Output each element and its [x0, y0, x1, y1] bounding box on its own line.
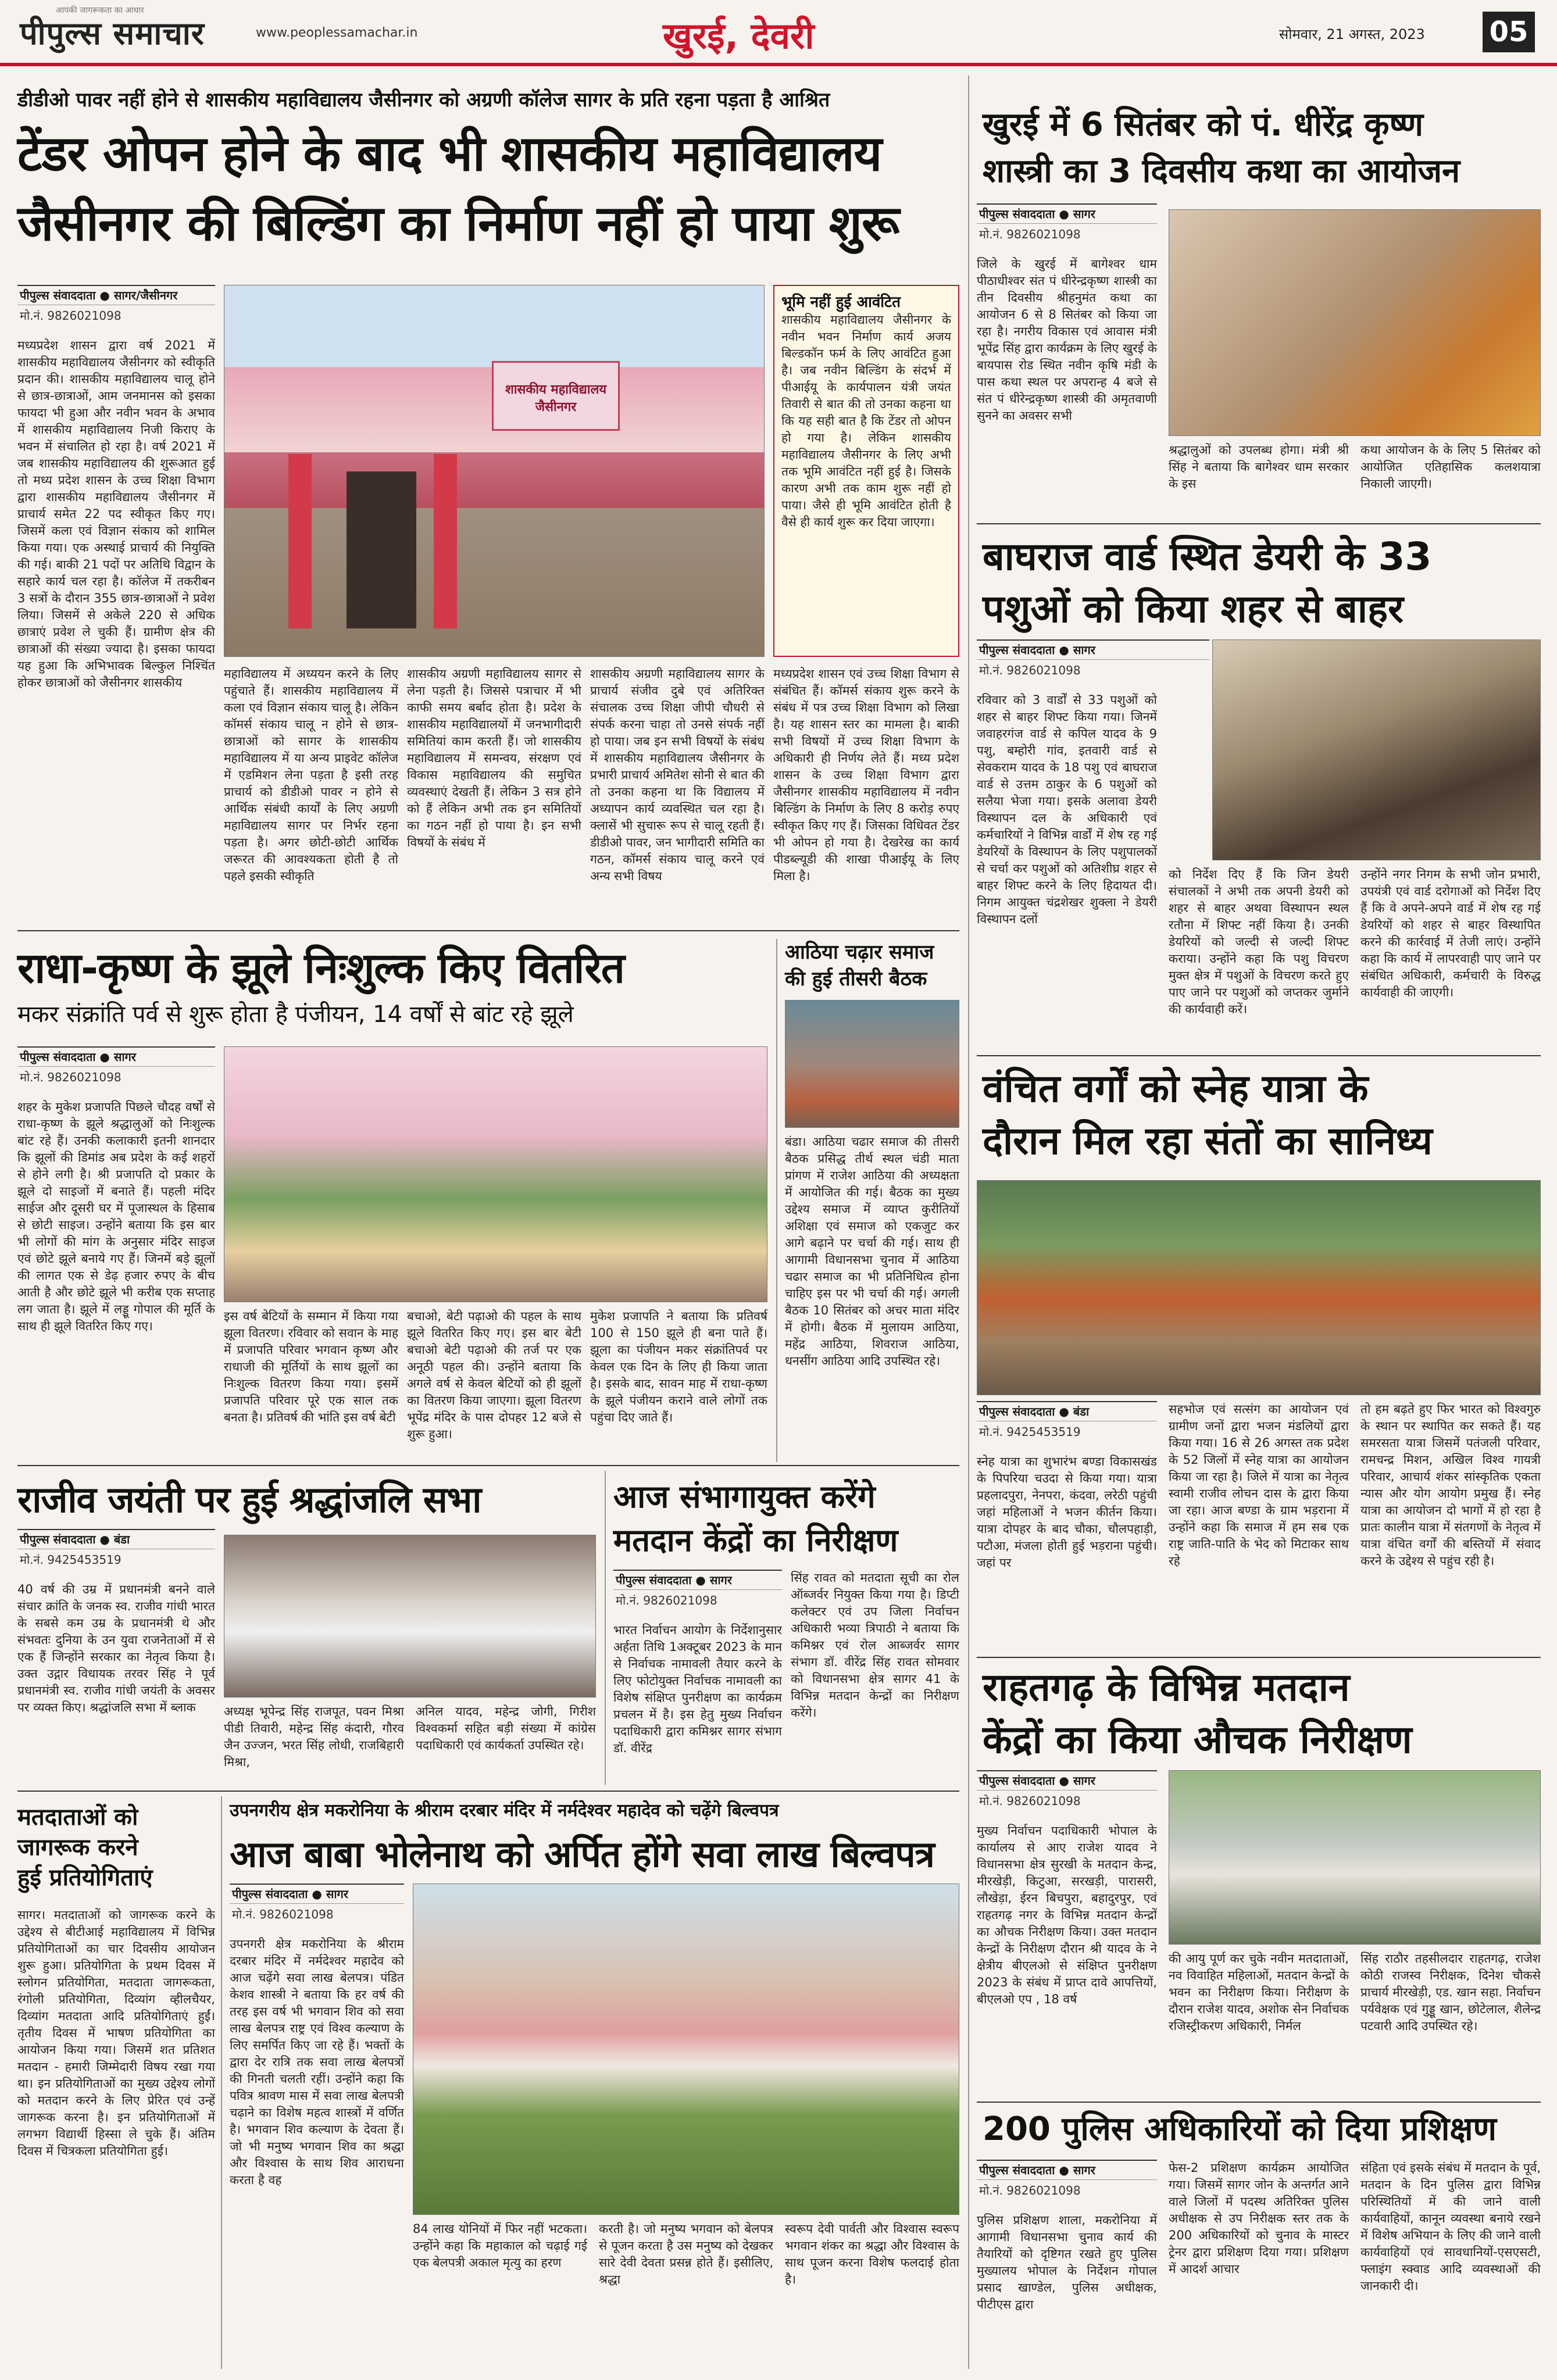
sneh-headline-2: दौरान मिल रहा संतों का सानिध्य — [983, 1118, 1433, 1163]
lead-sidebar-text: शासकीय महाविद्यालय जैसीनगर के नवीन भवन निर्माण कार्य अजय बिल्डकॉन फर्म के लिए आवंटित हुआ है। जब नवीन बिल्डिंग के संदर्भ में पीआईयू के कार्यपालन यंत्री जयंत तिवारी से बात की तो उनका कहना था कि यह सही बात है कि टेंडर तो ओपन हो गया है। लेकिन शासकीय महाविद्यालय जैसीनगर के लिए अभी तक भूमि आवंटित नहीं हुई है। जिसके कारण अभी तक काम शुरू नहीं हो पाया। जैसे ही भूमि आवंटित होती है वैसे ही कार्य शुरू कर दिया जाएगा। — [781, 313, 951, 529]
bilvapatra-col-3: करती है। जो मनुष्य भगवान को बेलपत्र से पूजन करता है उस मनुष्य को देखकर सारे देवी देवता प्रसन्न होते हैं। इसीलिए, श्रद्धा — [599, 2222, 773, 2286]
rahatgarh-bottom-rule — [977, 2102, 1541, 2103]
dhirendra-mobile: मो.नं. 9826021098 — [979, 227, 1081, 241]
matdata-headline-3: हुई प्रतियोगिताएं — [17, 1864, 153, 1891]
rahatgarh-byline: पीपुल्स संवाददाता ● सागर — [977, 1770, 1157, 1791]
dhirendra-bottom-rule — [977, 523, 1541, 524]
bilvapatra-col-2: 84 लाख योनियों में फिर नहीं भटकता। उन्होंने कहा कि महाकाल को चढ़ाई गई एक बेलपत्री अकाल मृत्यु का हरण — [413, 2222, 587, 2270]
bilvapatra-col-4: स्वरूप देवी पार्वती और विश्वास स्वरूप भगवान शंकर का श्रद्धा और विश्वास के साथ पूजन करना विशेष फलदाई होता है। — [785, 2222, 959, 2286]
lead-headline-2: जैसीनगर की बिल्डिंग का निर्माण नहीं हो पाया शुरू — [17, 195, 899, 252]
page-number: 05 — [1483, 12, 1535, 52]
jhoole-subhead: मकर संक्रांति पर्व से शुरू होता है पंजीयन, 14 वर्षों से बांट रहे झूले — [17, 1001, 574, 1028]
dhirendra-col-1: जिले के खुरई में बागेश्वर धाम पीठाधीश्वर संत पं धीरेन्द्रकृष्ण शास्त्री का तीन दिवसीय श्रीहनुमंत कथा का आयोजन 6 से 8 सितंबर को किया जा रहा है। नगरीय विकास एवं आवास मंत्री भूपेंद्र सिंह द्वारा कार्यक्रम के लिए खुरई के बायपास रोड स्थित नवीन कृषि मंडी के पास कथा स्थल पर अपरान्ह 4 बजे से संत पं धीरेन्द्रकृष्ण शास्त्री की अमृतवाणी सुनने का अवसर सभी — [977, 257, 1157, 423]
dairy-photo — [1212, 639, 1541, 860]
matdata-headline-1: मतदाताओं को — [17, 1804, 138, 1831]
jhoole-col-4: मुकेश प्रजापति ने बताया कि प्रतिवर्ष 100 से 150 झूले ही बना पाते हैं। झूला का पंजीयन मकर संक्रांतिपर्व पर केवल एक दिन के लिए ही किया जाता है। इसके बाद, सावन माह में राधा-कृष्ण के झूले पंजीयन कराने वाले लोगों तक पहुंचा दिए जाते हैं। — [590, 1309, 767, 1424]
rahatgarh-col-3: सिंह राठौर तहसीलदार राहतगढ़, राजेश कोठी राजस्व निरीक्षक, दिनेश चौकसे प्राचार्य मीरखेड़ी, एड. खान सहा. निर्वाचन पर्यवेक्षक एवं गुड्डू खान, छोटेलाल, शैलेन्द्र पटवारी आदि उपस्थित रहे। — [1360, 1952, 1541, 2033]
jhoole-col-3: बचाओ, बेटी पढ़ाओ की पहल के साथ झूले वितरित किए गए। इस बार बेटी बचाओ बेटी पढ़ाओ की तर्ज पर एक अनूठी पहल की। उन्होंने बताया कि अगले वर्ष से केवल बेटियों को ही झूलों का वितरण किया जाएगा। झूला वितरण भूपेंद्र मंदिर के पास दोपहर 12 बजे से शुरू हुआ। — [407, 1309, 581, 1441]
rajiv-mobile: मो.नं. 9425453519 — [20, 1553, 122, 1567]
bilvapatra-headline: आज बाबा भोलेनाथ को अर्पित होंगे सवा लाख बिल्वपत्र — [230, 1833, 934, 1875]
dairy-col-2: को निर्देश दिए हैं कि जिन डेयरी संचालकों ने अभी तक अपनी डेयरी को शहर से बाहर अथवा विस्थापन स्थल रतौना में शिफ्ट नहीं किया है। उनकी डेयरियों को जल्दी से जल्दी शिफ्ट कराया। उन्होंने कहा कि पशु विचरण मुक्त क्षेत्र में पशुओं के विचरण करते हुए पाए जाने पर पशुओं को जप्तकर जुर्माने की कार्यवाही करें। — [1169, 867, 1349, 1016]
masthead-rule — [0, 63, 1557, 66]
masthead — [0, 0, 1557, 64]
main-column-rule — [968, 76, 969, 2369]
sneh-col-1: स्नेह यात्रा का शुभारंभ बण्डा विकासखंड के पिपरिया चउदा से किया गया। यात्रा प्रहलादपुरा, नेनपरा, कंदवा, लरेठी पहुंची जहां महिलाओं ने भजन कीर्तन किया। यात्रा दोपहर के बाद चौका, चौलपहाड़ी, पटौआ, मंजला होती हुई भड़राना पहुंची। जहां पर — [977, 1455, 1157, 1570]
matdata-text: सागर। मतदाताओं को जागरूक करने के उद्देश्य से बीटीआई महाविद्यालय में विभिन्न प्रतियोगिताओं का चार दिवसीय आयोजन शुरू हुआ। प्रतियोगिता के प्रथम दिवस में स्लोगन प्रतियोगिता, मतदाता जागरूकता, रंगोली प्रतियोगिता, दिव्यांग व्हीलचैयर, दिव्यांग मतदाता आदि प्रतियोगिताएं हुईं। तृतीय दिवस में भाषण प्रतियोगिता का आयोजन किया गया। जिसमें शत प्रतिशत मतदान - हमारी जिम्मेदारी विषय रखा गया था। इन प्रतियोगिताओं का मुख्य उद्देश्य लोगों को मतदान करने के लिए प्रेरित एवं उन्हें जागरूक करना है। इन प्रतियोगिताओं में लगभग विद्यार्थी हिस्सा ले चुके हैं। अंतिम दिवस में चित्रकला प्रतियोगिता हुई। — [17, 1908, 215, 2158]
lead-photo-pillar-right — [434, 454, 457, 628]
section-title: खुरई, देवरी — [663, 15, 815, 57]
lead-col-2: महाविद्यालय में अध्ययन करने के लिए पहुंचाते हैं। शासकीय महाविद्यालय में कला एवं विज्ञान संकाय चालू है। लेकिन कॉमर्स संकाय चालू न होने से छात्र-छात्राओं को सागर के शासकीय महाविद्यालय में या अन्य प्राइवेट कॉलेज में एडमिशन लेना पड़ता है इसी तरह प्राचार्य को डीडीओ पावर न होने से आर्थिक संबंधी कार्यों के लिए अग्रणी महाविद्यालय सागर पर निर्भर रहना पड़ता है। अगर छोटी-छोटी आर्थिक जरूरत की आवश्यकता होती है तो पहले इसकी स्वीकृति — [224, 667, 398, 883]
lead-photo-door — [347, 471, 416, 628]
lower-rule — [17, 1791, 959, 1792]
rahatgarh-headline-2: केंद्रों का किया औचक निरीक्षण — [983, 1717, 1412, 1762]
police-headline: 200 पुलिस अधिकारियों को दिया प्रशिक्षण — [983, 2110, 1497, 2148]
mid-rule — [17, 1465, 959, 1466]
sambhag-left-rule — [605, 1471, 606, 1785]
rahatgarh-col-1: मुख्य निर्वाचन पदाधिकारी भोपाल के कार्यालय से आए राजेश यादव ने विधानसभा क्षेत्र सुरखी के मतदान केन्द्र, मीरखेड़ी, किटुआ, सरखड़ी, पारासरी, लौखेड़ा, ईरन बिचपुरा, बहादुरपुर, एवं राहतगढ़ नगर के विभिन्न मतदान केन्द्रों का औचक निरीक्षण किया। उक्त मतदान केन्द्रों के निरीक्षण दौरान श्री यादव के ने क्षेत्रीय बीएलओ से संक्षिप्त पुनरीक्षण 2023 के संबंध में प्राप्त दावे आपत्तियों, बीएलओ एप , 18 वर्ष — [977, 1824, 1157, 2006]
sambhag-col-1: भारत निर्वाचन आयोग के निर्देशानुसार अर्हता तिथि 1अक्टूबर 2023 के मान से निर्वाचक नामावली तैयार करने के लिए फोटोयुक्त निर्वाचक नामावली का विशेष संक्षिप्त पुनरीक्षण का कार्यक्रम प्रचलन में है। इस हेतु मुख्य निर्वाचन पदाधिकारी द्वारा कमिश्नर सागर संभाग डॉ. वीरेंद्र — [613, 1623, 782, 1755]
dhirendra-headline-1: खुरई में 6 सितंबर को पं. धीरेंद्र कृष्ण — [983, 106, 1423, 144]
sneh-col-3: तो हम बढ़ते हुए फिर भारत को विश्वगुरु के स्थान पर स्थापित कर सकते हैं। यह समरसता यात्रा जिसमें पतंजली परिवार, रामचन्द्र मिशन, अखिल विश्व गायत्री परिवार, आचार्य शंकर सांस्कृतिक एकता न्यास और योग आयोग प्रमुख हैं। स्नेह यात्रा का आयोजन दो भागों में हो रहा है प्रातः कालीन यात्रा में संतगणों के नेतृत्व में यात्रा वंचित वर्गों की बस्तियों में संवाद करने के उद्देश्य से पहुंच रही है। — [1360, 1402, 1541, 1568]
lead-bottom-rule — [17, 930, 959, 931]
sneh-col-2: सहभोज एवं सत्संग का आयोजन एवं ग्रामीण जनों द्वारा भजन मंडलियों द्वारा किया गया। 16 से 26 अगस्त तक प्रदेश के 52 जिलों में स्नेह यात्रा का आयोजन किया जा रहा है। जिले में यात्रा का नेतृत्व स्वामी राजीव लोचन दास के द्वारा किया जा रहा। आज बण्डा के ग्राम भड़राना में उन्होंने कहा कि समाज में हम सब एक राष्ट्र जाति-पाति के भेद को मिटाकर साथ रहे — [1169, 1402, 1349, 1568]
dhirendra-photo — [1169, 209, 1541, 436]
matdata-right-rule — [221, 1796, 222, 2369]
sambhag-headline-2: मतदान केंद्रों का निरीक्षण — [613, 1522, 898, 1559]
bilvapatra-kicker: उपनगरीय क्षेत्र मकरोनिया के श्रीराम दरबार मंदिर में नर्मदेश्वर महादेव को चढ़ेंगे बिल्वपत्र — [230, 1800, 779, 1821]
dairy-headline-2: पशुओं को किया शहर से बाहर — [983, 587, 1404, 631]
lead-kicker: डीडीओ पावर नहीं होने से शासकीय महाविद्यालय जैसीनगर को अग्रणी कॉलेज सागर के प्रति रहना पड़ता है आश्रित — [17, 88, 830, 112]
lead-col-4: शासकीय अग्रणी महाविद्यालय सागर के प्राचार्य संजीव दुबे एवं अतिरिक्त संचालक उच्च शिक्षा जीपी चौधरी से संपर्क करना चाहा तो उनसे संपर्क नहीं हो पाया। जब इन सभी विषयों के संबंध में शासकीय महाविद्यालय जैसीनगर के प्रभारी प्राचार्य अमितेश सोनी से बात की तो उनका कहना था कि विद्यालय में अध्यापन कार्य व्यवस्थित चल रहा है। क्लासें भी सुचारू रूप से चालू रहती हैं। डीडीओ पावर, जन भागीदारी समिति का गठन, कॉमर्स संकाय चालू करने एवं अन्य सभी विषय — [590, 667, 765, 883]
dhirendra-col-3: कथा आयोजन के के लिए 5 सितंबर को आयोजित एतिहासिक कलशयात्रा निकाली जाएगी। — [1360, 443, 1541, 491]
athiya-headline: आठिया चढ़ार समाज की हुई तीसरी बैठक — [785, 941, 934, 991]
dairy-col-1: रविवार को 3 वार्डों से 33 पशुओं को शहर से बाहर शिफ्ट किया गया। जिनमें जवाहरगंज वार्ड से कपिल यादव के 9 पशु, बम्होरी गांव, इतवारी वार्ड से सेवकराम यादव के 18 पशु एवं बाघराज वार्ड से उत्तम ठाकुर के 6 पशुओं को सलैया भेजा गया। इसके अलावा डेयरी विस्थापन दल के अधिकारी एवं कर्मचारियों ने विभिन्न वार्डों में शेष रह गई डेयरियों के विस्थापन के लिए पशुपालकों से चर्चा कर पशुओं को अतिशीघ्र शहर से बाहर शिफ्ट करने के लिए हिदायत दी। निगम आयुक्त चंद्रशेखर शुक्ला ने डेयरी विस्थापन दलों — [977, 693, 1157, 926]
bilvapatra-col-1: उपनगरी क्षेत्र मकरोनिया के श्रीराम दरबार मंदिर में नर्मदेश्वर महादेव को आज चढ़ेंगे सवा लाख बेलपत्र। पंडित केशव शास्त्री ने बताया कि हर वर्ष की तरह इस वर्ष भी भगवान शिव को सवा लाख बेलपत्र राष्ट्र एवं विश्व कल्याण के लिए समर्पित किए जा रहे हैं। भक्तों के द्वारा देर रात्रि तक सवा लाख बेलपत्रों की गिनती चलती रहीं। उन्होंने कहा कि पवित्र श्रावण मास में सवा लाख बेलपत्री चढ़ाने का विशेष महत्व शास्त्रों में वर्णित है। भगवान शिव कल्याण के देवता हैं। जो भी मनुष्य भगवान शिव का श्रद्धा और विश्वास के साथ शिव आराधना करता है वह — [230, 1937, 404, 2187]
rahatgarh-photo — [1169, 1770, 1541, 1945]
sneh-photo — [977, 1180, 1541, 1395]
sneh-bottom-rule — [977, 1657, 1541, 1658]
police-col-2: फेस-2 प्रशिक्षण कार्यक्रम आयोजित गया। जिसमें सागर जोन के अन्तर्गत आने वाले जिलों में पदस्थ अतिरिक्त पुलिस अधीक्षक से उप निरीक्षक स्तर तक के 200 अधिकारियों को चुनाव के मास्टर ट्रेनर द्वारा प्रशिक्षण दिया गया। प्रशिक्षण में आदर्श आचार — [1169, 2161, 1349, 2276]
lead-headline-1: टेंडर ओपन होने के बाद भी शासकीय महाविद्यालय — [17, 125, 882, 182]
jhoole-col-2: इस वर्ष बेटियों के सम्मान में किया गया झूला वितरण। रविवार को सवान के माह में प्रजापति परिवार भगवान कृष्ण और राधाजी की मूर्तियों के साथ झूलों का निःशुल्क वितरण किया गया। इसमें प्रजापति परिवार पूरे एक साल तक बनता है। प्रतिवर्ष की भांति इस वर्ष बेटी — [224, 1309, 398, 1424]
lead-photo — [224, 285, 765, 657]
rajiv-headline: राजीव जयंती पर हुई श्रद्धांजलि सभा — [17, 1478, 481, 1521]
sneh-headline-1: वंचित वर्गों को स्नेह यात्रा के — [983, 1066, 1369, 1111]
lead-col-5: मध्यप्रदेश शासन एवं उच्च शिक्षा विभाग से संबंधित हैं। कॉमर्स संकाय शुरू करने के संबंध में पत्र उच्च शिक्षा विभाग को लिखा है। यह शासन स्तर का मामला है। बाकी सभी विषयों में उच्च शिक्षा विभाग के अधिकारी ही निर्णय लेते हैं। मध्य प्रदेश शासन के उच्च शिक्षा विभाग द्वारा जैसीनगर शासकीय महाविद्यालय में नवीन बिल्डिंग के निर्माण के लिए 8 करोड़ रुपए स्वीकृत किए गए हैं। जिसका विधिवत टेंडर भी ओपन हो गया है। देखरेख का कार्य पीडब्ल्यूडी की शाखा पीआईयू के लिए मिला है। — [773, 667, 959, 883]
rajiv-byline: पीपुल्स संवाददाता ● बंडा — [17, 1529, 215, 1549]
police-col-1: पुलिस प्रशिक्षण शाला, मकरोनिया में आगामी विधानसभा चुनाव कार्य की तैयारियों को दृष्टिगत रखते हुए पुलिस मुख्यालय भोपाल के निर्देशन गोपाल प्रसाद खाण्डेल, पुलिस अधीक्षक, पीटीएस द्वारा — [977, 2213, 1157, 2311]
dhirendra-col-2: श्रद्धालुओं को उपलब्ध होगा। मंत्री श्री सिंह ने बताया कि बागेश्वर धाम सरकार के इस — [1169, 443, 1349, 491]
athiya-text: बंडा। आठिया चढार समाज की तीसरी बैठक प्रसिद्ध तीर्थ स्थल चंडी माता प्रांगण में राजेश आठिया की अध्यक्षता में आयोजित की गई। बैठक का मुख्य उद्देश्य समाज में व्याप्त कुरीतियों अशिक्षा एवं समाज को एकजुट कर आगे बढ़ाने पर चर्चा की गई। साथ ही आगामी विधानसभा चुनाव में आठिया चढार समाज का भी प्रतिनिधित्व होना चाहिए इस पर भी चर्चा की गई। अगली बैठक 10 सितंबर को अचर माता मंदिर में होगी। बैठक में मुलायम आठिया, महेंद्र आठिया, शिवराज आठिया, धनसींग आठिया आदि उपस्थित रहे। — [785, 1135, 959, 1368]
rahatgarh-col-2: की आयु पूर्ण कर चुके नवीन मतदाताओं, नव विवाहित महिलाओं, मतदान केन्द्रों के भवन का निरीक्षण किया। निरीक्षण के दौरान राजेश यादव, अशोक सेन निर्वाचक रजिस्ट्रीकरण अधिकारी, निर्मल — [1169, 1952, 1349, 2033]
jhoole-photo — [224, 1046, 767, 1302]
lead-byline: पीपुल्स संवाददाता ● सागर/जैसीनगर — [17, 285, 215, 305]
sambhag-byline: पीपुल्स संवाददाता ● सागर — [613, 1570, 782, 1590]
dairy-col-3: उन्होंने नगर निगम के सभी जोन प्रभारी, उपयंत्री एवं वार्ड दरोगाओं को निर्देश दिए हैं कि वे अपने-अपने वार्ड में शेष रह गई डेयरियों को शहर से बाहर विस्थापित करने की कार्रवाई में तेजी लाएं। उन्होंने कहा कि कार्य में लापरवाही पाए जाने पर संबंधित अधिकारी, कर्मचारी के विरुद्ध कार्यवाही की जाएगी। — [1360, 867, 1541, 999]
dhirendra-byline: पीपुल्स संवाददाता ● सागर — [977, 203, 1157, 224]
police-mobile: मो.नं. 9826021098 — [979, 2184, 1081, 2197]
rahatgarh-headline-1: राहतगढ़ के विभिन्न मतदान — [983, 1665, 1350, 1710]
police-byline: पीपुल्स संवाददाता ● सागर — [977, 2160, 1157, 2180]
dhirendra-headline-2: शास्त्री का 3 दिवसीय कथा का आयोजन — [983, 152, 1460, 190]
lead-sidebar-box — [773, 285, 959, 657]
dairy-mobile: मो.नं. 9826021098 — [979, 663, 1081, 677]
police-col-3: संहिता एवं इसके संबंध में मतदान के पूर्व, मतदान के दिन पुलिस द्वारा विभिन्न परिस्थितियों में की जाने वाली कार्यवाहियों, कानून व्यवस्था बनाये रखने में विशेष अभियान के लिए की जाने वाली कार्यवाहियों एवं सावधानियों-एसएसटी, फ्लाइंग स्क्वाड आदि व्यवस्थाओं की जानकारी दी। — [1360, 2161, 1541, 2293]
lead-photo-sign-text: शासकीय महाविद्यालय जैसीनगर — [505, 383, 607, 414]
dairy-headline-1: बाघराज वार्ड स्थित डेयरी के 33 — [983, 534, 1432, 579]
dairy-byline: पीपुल्स संवाददाता ● सागर — [977, 639, 1209, 660]
lead-mobile: मो.नं. 9826021098 — [20, 309, 122, 323]
jhoole-col-1: शहर के मुकेश प्रजापति पिछले चौदह वर्षों से राधा-कृष्ण के झूले श्रद्धालुओं को निःशुल्क बांट रहे हैं। उनकी कलाकारी इतनी शानदार कि झूलों की डिमांड अब प्रदेश के कई शहरों से होने लगी है। श्री प्रजापति दो प्रकार के झूले दो साइजों में बनाते हैं। पहली मंदिर साईज और दूसरी घर में पूजास्थल के हिसाब से छोटी साइज। उन्होंने बताया कि इस बार भी लोगों की मांग के अनुसार मंदिर साइज एवं छोटे झूले बनाये गए हैं। जिनमें बड़े झूलों की लागत एक से डेढ़ हजार रुपए के बीच आती है और छोटे झूले भी करीब एक सप्ताह लग जाता है। झूले में लड्डू गोपाल की मूर्ति के साथ ही झूले वितरित किए गए। — [17, 1100, 215, 1333]
lead-sidebar-title: भूमि नहीं हुई आवंटित — [781, 294, 901, 311]
rajiv-col-1: 40 वर्ष की उम्र में प्रधानमंत्री बनने वाले संचार क्रांति के जनक स्व. राजीव गांधी भारत के सबसे कम उम्र के प्रधानमंत्री थे और संभवतः दुनिया के उन युवा राजनेताओं में से एक हैं जिन्होंने सरकार का नेतृत्व किया है। उक्त उद्गार विधायक तरवर सिंह ने पूर्व प्रधानमंत्री स्व. राजीव गांधी जयंती के अवसर पर व्यक्त किए। श्रद्धांजलि सभा में ब्लाक — [17, 1582, 215, 1714]
bilvapatra-photo — [413, 1884, 959, 2215]
masthead-url: www.peoplessamachar.in — [256, 26, 418, 40]
sneh-mobile: मो.नं. 9425453519 — [979, 1425, 1081, 1439]
jhoole-byline: पीपुल्स संवाददाता ● सागर — [17, 1046, 215, 1067]
sambhag-headline-1: आज संभागायुक्त करेंगे — [613, 1478, 876, 1515]
sambhag-mobile: मो.नं. 9826021098 — [616, 1593, 717, 1607]
masthead-tagline: आपकी जागरूकता का आधार — [56, 6, 144, 15]
rahatgarh-mobile: मो.नं. 9826021098 — [979, 1794, 1081, 1808]
athiya-photo — [785, 1000, 959, 1128]
bilvapatra-byline: पीपुल्स संवाददाता ● सागर — [230, 1884, 404, 1904]
lead-col-1: मध्यप्रदेश शासन द्वारा वर्ष 2021 में शासकीय महाविद्यालय जैसीनगर को स्वीकृति प्रदान की। शासकीय महाविद्यालय चालू होने से छात्र-छात्राओं, आम जनमानस को इसका फायदा भी हुआ और नवीन भवन के अभाव में शासकीय महाविद्यालय निजी किराए के भवन में संचालित हो रहा है। वर्ष 2021 में जब शासकीय महाविद्यालय की शुरूआत हुई तो मध्य प्रदेश शासन के उच्च शिक्षा विभाग द्वारा शासकीय महाविद्यालय जैसीनगर में प्राचार्य समेत 22 पद स्वीकृत किए गए। जिसमें कला एवं विज्ञान संकाय को शामिल किया गया। एक अस्थाई प्राचार्य की नियुक्ति की गई। बाकी 21 पदों पर अतिथि विद्वान के सहारे कार्य चल रहा है। कॉलेज में तकरीबन 3 सत्रों के दौरान 355 छात्र-छात्राओं ने प्रवेश लिया। जिसमें से अकेले 220 से अधिक छात्राएं प्रवेश ले चुकी हैं। ग्रामीण क्षेत्र की छात्राओं की संख्या ज्यादा है। इसका फायदा यह हुआ कि अभिभावक बिल्कुल निश्चिंत होकर छात्राओं को जैसीनगर शासकीय — [17, 338, 215, 689]
bilvapatra-mobile: मो.नं. 9826021098 — [232, 1907, 334, 1921]
athiya-left-rule — [776, 939, 777, 1462]
jhoole-mobile: मो.नं. 9826021098 — [20, 1070, 122, 1084]
jhoole-headline: राधा-कृष्ण के झूले निःशुल्क किए वितरित — [17, 944, 624, 992]
masthead-logo: पीपुल्स समाचार — [20, 15, 205, 52]
lead-photo-signboard — [492, 361, 620, 431]
matdata-headline-2: जागरूक करने — [17, 1834, 138, 1861]
rajiv-col-3: अनिल यादव, महेन्द्र जोगी, गिरीश विश्वकर्मा सहित बड़ी संख्या में कांग्रेस पदाधिकारी एवं कार्यकर्ता उपस्थित रहे। — [416, 1704, 596, 1752]
sambhag-col-2: सिंह रावत को मतदाता सूची का रोल ऑब्जर्वर नियुक्त किया गया है। डिप्टी कलेक्टर एवं उप जिला निर्वाचन अधिकारी भव्या त्रिपाठी ने बताया कि कमिश्नर एवं रोल आब्जर्वर सागर संभाग डॉ. वीरेंद्र सिंह रावत सोमवार को विधानसभा क्षेत्र सागर 41 के विभिन्न मतदान केन्द्रों का निरीक्षण करेंगे। — [791, 1571, 959, 1720]
lead-photo-pillar-left — [288, 454, 312, 628]
dairy-bottom-rule — [977, 1055, 1541, 1056]
sneh-byline: पीपुल्स संवाददाता ● बंडा — [977, 1401, 1157, 1421]
rajiv-photo — [224, 1535, 596, 1698]
lead-col-3: शासकीय अग्रणी महाविद्यालय सागर से लेना पड़ती है। जिससे पत्राचार में भी काफी समय बर्बाद होता है। प्रदेश के शासकीय महाविद्यालयों में जनभागीदारी समितियां काम करती हैं। जो शासकीय महाविद्यालय में समन्वय, संरक्षण एवं विकास महाविद्यालय की समुचित व्यवस्थाएं देखती हैं। लेकिन 3 सत्र होने को हैं लेकिन अभी तक इन समितियों का गठन नहीं हो पाया है। इन सभी विषयों के संबंध में — [407, 667, 581, 849]
rajiv-col-2: अध्यक्ष भूपेन्द्र सिंह राजपूत, पवन मिश्रा पीडी तिवारी, महेन्द्र सिंह कंदारी, गौरव जैन उज्जन, भरत सिंह लोधी, राजबिहारी मिश्रा, — [224, 1704, 404, 1769]
dateline: सोमवार, 21 अगस्त, 2023 — [1279, 26, 1425, 42]
